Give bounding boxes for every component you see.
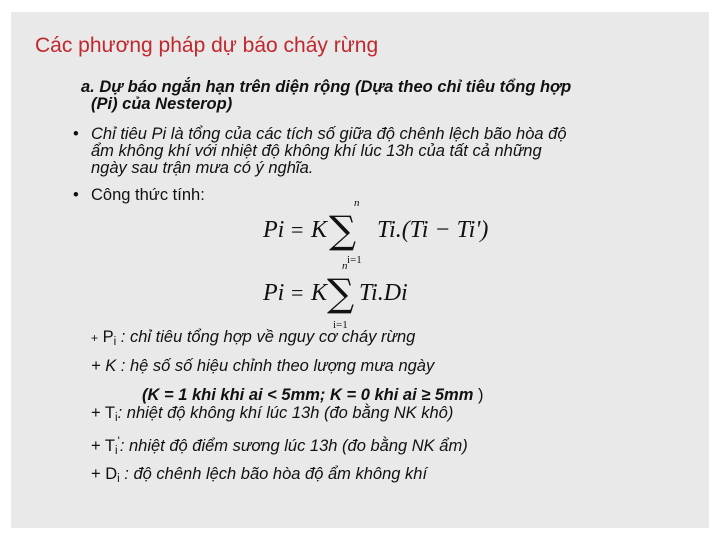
slide	[11, 12, 709, 528]
sigma-icon: ∑	[329, 208, 357, 252]
def-d-plus: + D	[91, 465, 118, 483]
heading-a-line2: (Pi) của Nesterop)	[91, 95, 233, 113]
def-t2-prime: '	[117, 436, 120, 448]
bullet2-text: Công thức tính:	[91, 186, 205, 204]
def-t2-sub: i	[115, 445, 118, 457]
formula1-eq: =	[291, 217, 304, 242]
def-k-note: (K = 1 khi khi ai < 5mm; K = 0 khi ai ≥ 5mm	[142, 386, 474, 404]
def-d	[91, 465, 427, 485]
bullet2-marker: •	[73, 186, 79, 204]
def-p-text: : chỉ tiêu tổng hợp về nguy cơ cháy rừng	[120, 328, 416, 346]
def-t-plus: + T	[91, 404, 116, 422]
formula1-lhs: Pi	[263, 217, 285, 243]
def-t2-plus: + T	[91, 437, 116, 455]
def-t-sub: i	[115, 412, 118, 424]
def-p-sym: P	[102, 328, 114, 346]
formula1-body: Ti.(Ti − Ti')	[377, 217, 489, 243]
def-p-sub: i	[113, 336, 117, 348]
formula1-sigma-bottom: i=1	[347, 254, 362, 266]
bullet1-line1: Chỉ tiêu Pi là tổng của các tích số giữa độ chênh lệch bão hòa độ	[91, 125, 567, 143]
def-t	[91, 404, 453, 424]
def-d-sub: i	[117, 473, 120, 485]
formula2-k: K	[311, 280, 328, 306]
bullet1-line2: ẩm không khí với nhiệt độ không khí lúc 13h của tất cả những	[91, 142, 542, 160]
formula2-lhs: Pi	[263, 280, 285, 306]
def-d-text: : độ chênh lệch bão hòa độ ẩm không khí	[119, 465, 428, 483]
bullet1-line3: ngày sau trận mưa có ý nghĩa.	[91, 159, 314, 177]
formula1-k: K	[311, 217, 328, 243]
def-p-plus: +	[91, 331, 99, 345]
slide-title: Các phương pháp dự báo cháy rừng	[35, 34, 379, 57]
def-t-text: : nhiệt độ không khí lúc 13h (đo bằng NK khô)	[117, 404, 454, 422]
def-t2	[91, 436, 468, 457]
formula-1	[261, 195, 501, 267]
bullet1-marker: •	[73, 125, 79, 143]
formula-2	[261, 260, 461, 332]
sigma-icon: ∑	[327, 271, 355, 315]
formula2-sigma-top: n	[342, 260, 348, 272]
heading-a-line1: a. Dự báo ngắn hạn trên diện rộng (Dựa theo chỉ tiêu tổng hợp	[81, 78, 572, 96]
def-t2-text: : nhiệt độ điểm sương lúc 13h (đo bằng NK ẩm)	[119, 437, 468, 455]
def-k-note-close: )	[478, 386, 484, 404]
formula2-sigma-bottom: i=1	[333, 319, 348, 331]
def-k: + K : hệ số số hiệu chỉnh theo lượng mưa ngày	[91, 357, 435, 375]
def-k-note-line	[142, 386, 484, 405]
formula2-eq: =	[291, 280, 304, 305]
formula1-sigma-top: n	[354, 197, 360, 209]
def-p	[91, 328, 415, 348]
formula2-body: Ti.Di	[359, 280, 408, 306]
